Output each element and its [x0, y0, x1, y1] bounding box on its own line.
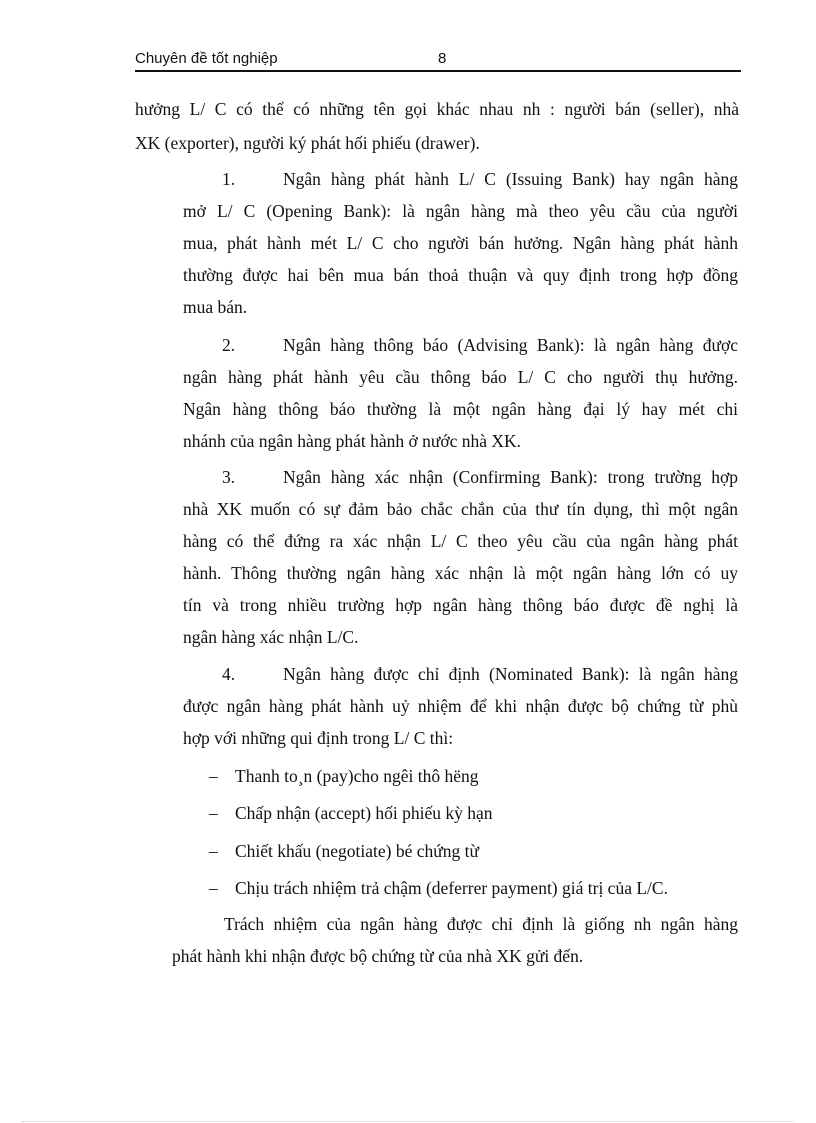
- item-line: ngân hàng phát hành yêu cầu thông báo L/ C cho người thụ hưởng.: [183, 367, 738, 387]
- bullet-item: Chấp nhận (accept) hối phiếu kỳ hạn: [235, 803, 493, 823]
- item-line: mua bán.: [183, 297, 248, 317]
- item-line: mở L/ C (Opening Bank): là ngân hàng mà theo yêu cầu của người: [183, 201, 738, 221]
- item-number: 1.: [222, 169, 236, 189]
- bullet-marker: –: [209, 878, 218, 898]
- bullet-marker: –: [209, 841, 218, 861]
- closing-line: Trách nhiệm của ngân hàng được chỉ định là giống nh ngân hàng: [224, 914, 738, 934]
- item-line: hành. Thông thường ngân hàng xác nhận là một ngân hàng lớn có uy: [183, 563, 738, 583]
- item-line: hợp với những qui định trong L/ C thì:: [183, 728, 454, 748]
- bullet-item: Chịu trách nhiệm trả chậm (deferrer payment) giá trị của L/C.: [235, 878, 668, 898]
- bullet-item: Thanh to¸n (pay)cho ngêi thô hëng: [235, 766, 479, 786]
- item-line: được ngân hàng phát hành uỷ nhiệm để khi nhận được bộ chứng từ phù: [183, 696, 738, 716]
- item-line: thường được hai bên mua bán thoả thuận và quy định trong hợp đồng: [183, 265, 738, 285]
- bullet-item: Chiết khấu (negotiate) bé chứng từ: [235, 841, 479, 861]
- bullet-marker: –: [209, 766, 218, 786]
- item-line: hàng có thể đứng ra xác nhận L/ C theo yêu cầu của ngân hàng phát: [183, 531, 738, 551]
- item-line: Ngân hàng thông báo (Advising Bank): là ngân hàng được: [283, 335, 738, 355]
- item-number: 4.: [222, 664, 236, 684]
- item-line: Ngân hàng phát hành L/ C (Issuing Bank) hay ngân hàng: [283, 169, 738, 189]
- closing-line: phát hành khi nhận được bộ chứng từ của nhà XK gửi đến.: [172, 946, 584, 966]
- item-number: 3.: [222, 467, 236, 487]
- bullet-marker: –: [209, 803, 218, 823]
- item-number: 2.: [222, 335, 236, 355]
- item-line: ngân hàng xác nhận L/C.: [183, 627, 359, 647]
- item-line: Ngân hàng được chỉ định (Nominated Bank): là ngân hàng: [283, 664, 738, 684]
- intro-line: XK (exporter), người ký phát hối phiếu (drawer).: [135, 133, 480, 153]
- page-header: [135, 48, 741, 72]
- item-line: mua, phát hành mét L/ C cho người bán hưởng. Ngân hàng phát hành: [183, 233, 738, 253]
- header-title: Chuyên đề tốt nghiệp: [135, 50, 278, 67]
- page-bottom-rule: [22, 1121, 794, 1122]
- item-line: tín và trong nhiều trường hợp ngân hàng thông báo được đề nghị là: [183, 595, 738, 615]
- item-line: nhánh của ngân hàng phát hành ở nước nhà XK.: [183, 431, 522, 451]
- item-line: Ngân hàng xác nhận (Confirming Bank): trong trường hợp: [283, 467, 738, 487]
- item-line: nhà XK muốn có sự đảm bảo chắc chắn của thư tín dụng, thì một ngân: [183, 499, 738, 519]
- item-line: Ngân hàng thông báo thường là một ngân hàng đại lý hay mét chi: [183, 399, 738, 419]
- page-number: 8: [438, 50, 447, 67]
- intro-line: hưởng L/ C có thể có những tên gọi khác nhau nh : người bán (seller), nhà: [135, 99, 739, 119]
